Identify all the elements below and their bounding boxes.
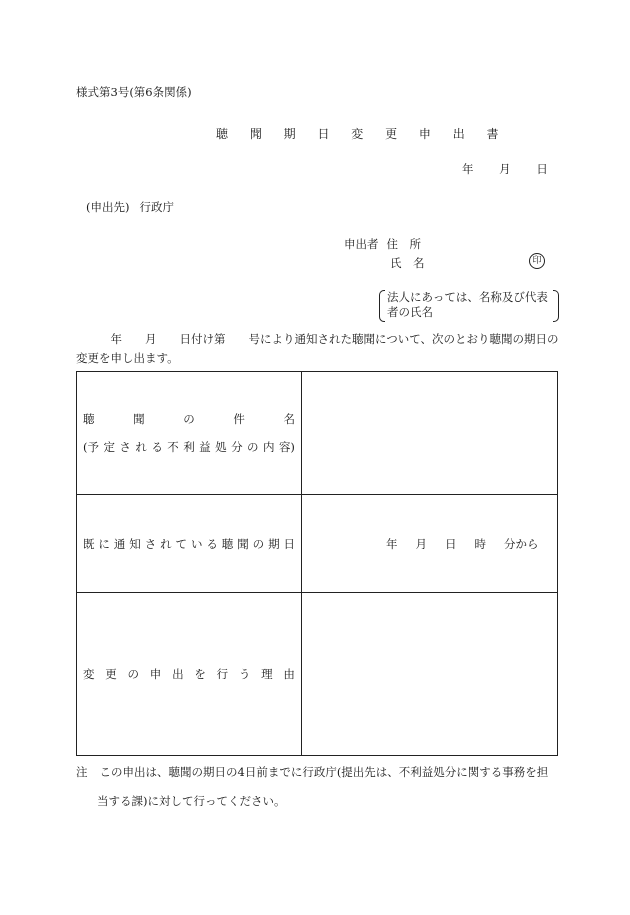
label-char: い [190, 536, 203, 551]
recipient-name: 行政庁 [139, 200, 174, 214]
label-char: 益 [199, 440, 211, 454]
label-char: の [127, 667, 140, 681]
label-char: 利 [183, 440, 195, 454]
note-line-1 [76, 764, 548, 780]
hearing-subject-label [77, 372, 302, 495]
label-char: て [175, 536, 188, 551]
label-char: の [247, 440, 259, 454]
nd-minute: 分から [504, 536, 539, 551]
notified-date-label-text [83, 536, 295, 552]
table-row [77, 372, 558, 495]
label-char: 更 [105, 667, 117, 681]
address-label: 住 所 [386, 237, 421, 251]
recipient-label: (申出先) [86, 200, 130, 214]
note-line-2: 当する課)に対して行ってください。 [97, 794, 286, 808]
date-line [462, 161, 548, 177]
note-text-1: この申出は、聴聞の期日の4日前までに行政庁(提出先は、不利益処分に関する事務を担 [99, 765, 549, 779]
label-char: (予 [83, 440, 99, 454]
right-bracket [553, 290, 559, 322]
label-char: 定 [103, 440, 115, 454]
notified-date-label [77, 495, 302, 593]
corporate-note-text: 法人にあっては、名称及び代表者の氏名 [387, 290, 548, 319]
label-char: 理 [261, 667, 273, 681]
left-bracket [379, 290, 385, 322]
recipient-line [86, 199, 174, 215]
label-char: れ [135, 440, 147, 454]
name-label: 氏 名 [390, 256, 425, 270]
label-char: 内 [262, 440, 275, 454]
label-char: 変 [83, 667, 95, 681]
nd-year: 年 [386, 536, 398, 551]
corporate-note [379, 290, 559, 320]
label-char: 分 [231, 440, 243, 454]
label-char: 既 [83, 536, 95, 551]
label-char: 聴 [221, 536, 234, 551]
label-char: 申 [149, 667, 162, 681]
table-row [77, 495, 558, 593]
label-char: る [151, 440, 163, 454]
label-char: 聴 [83, 412, 95, 426]
label-char: 出 [172, 667, 184, 681]
table-row [77, 593, 558, 756]
form-number: 様式第3号(第6条関係) [76, 85, 192, 99]
note-mark: 注 [76, 765, 88, 779]
date-year-label: 年 [462, 162, 474, 176]
applicant-address-line [344, 236, 421, 252]
label-char: 不 [167, 440, 179, 454]
label-char: れ [160, 536, 172, 551]
label-char: の [252, 536, 265, 551]
change-reason-label-text [83, 666, 295, 682]
hearing-subject-value[interactable] [302, 372, 558, 495]
label-char: 行 [216, 667, 229, 681]
label-char: 期 [268, 536, 280, 551]
label-char: 聞 [237, 536, 249, 551]
label-char: 知 [129, 536, 141, 551]
label-char: の [183, 412, 195, 426]
label-char: 容) [278, 440, 295, 454]
label-char: う [238, 667, 251, 681]
label-char: を [194, 667, 206, 681]
hearing-subject-line [83, 411, 295, 427]
nd-hour: 時 [474, 536, 486, 551]
request-statement: 年 月 日付け第 号により通知された聴聞について、次のとおり聴聞の期日の変更を申し出ます。 [76, 332, 559, 365]
change-reason-label [77, 593, 302, 756]
seal-mark: 印 [529, 253, 545, 269]
nd-month: 月 [415, 536, 427, 551]
label-char: 件 [233, 412, 245, 426]
planned-disposition-line [83, 439, 295, 455]
nd-day: 日 [445, 536, 457, 551]
applicant-label: 申出者 [344, 237, 379, 251]
change-reason-value[interactable] [302, 593, 558, 756]
label-char: 通 [113, 536, 126, 551]
label-char: さ [144, 536, 157, 551]
label-char: 聞 [133, 412, 145, 426]
request-table [76, 371, 558, 756]
label-char: 由 [283, 667, 295, 681]
date-month-label: 月 [499, 162, 511, 176]
label-char: る [206, 536, 218, 551]
notified-date-value[interactable] [302, 495, 558, 593]
label-char: 名 [283, 412, 295, 426]
label-char: 日 [283, 536, 295, 551]
applicant-name-line [390, 255, 425, 271]
label-char: に [98, 536, 110, 551]
page-title: 聴 聞 期 日 変 更 申 出 書 [216, 127, 508, 141]
label-char: 処 [215, 440, 227, 454]
label-char: さ [119, 440, 131, 454]
date-day-label: 日 [536, 162, 548, 176]
